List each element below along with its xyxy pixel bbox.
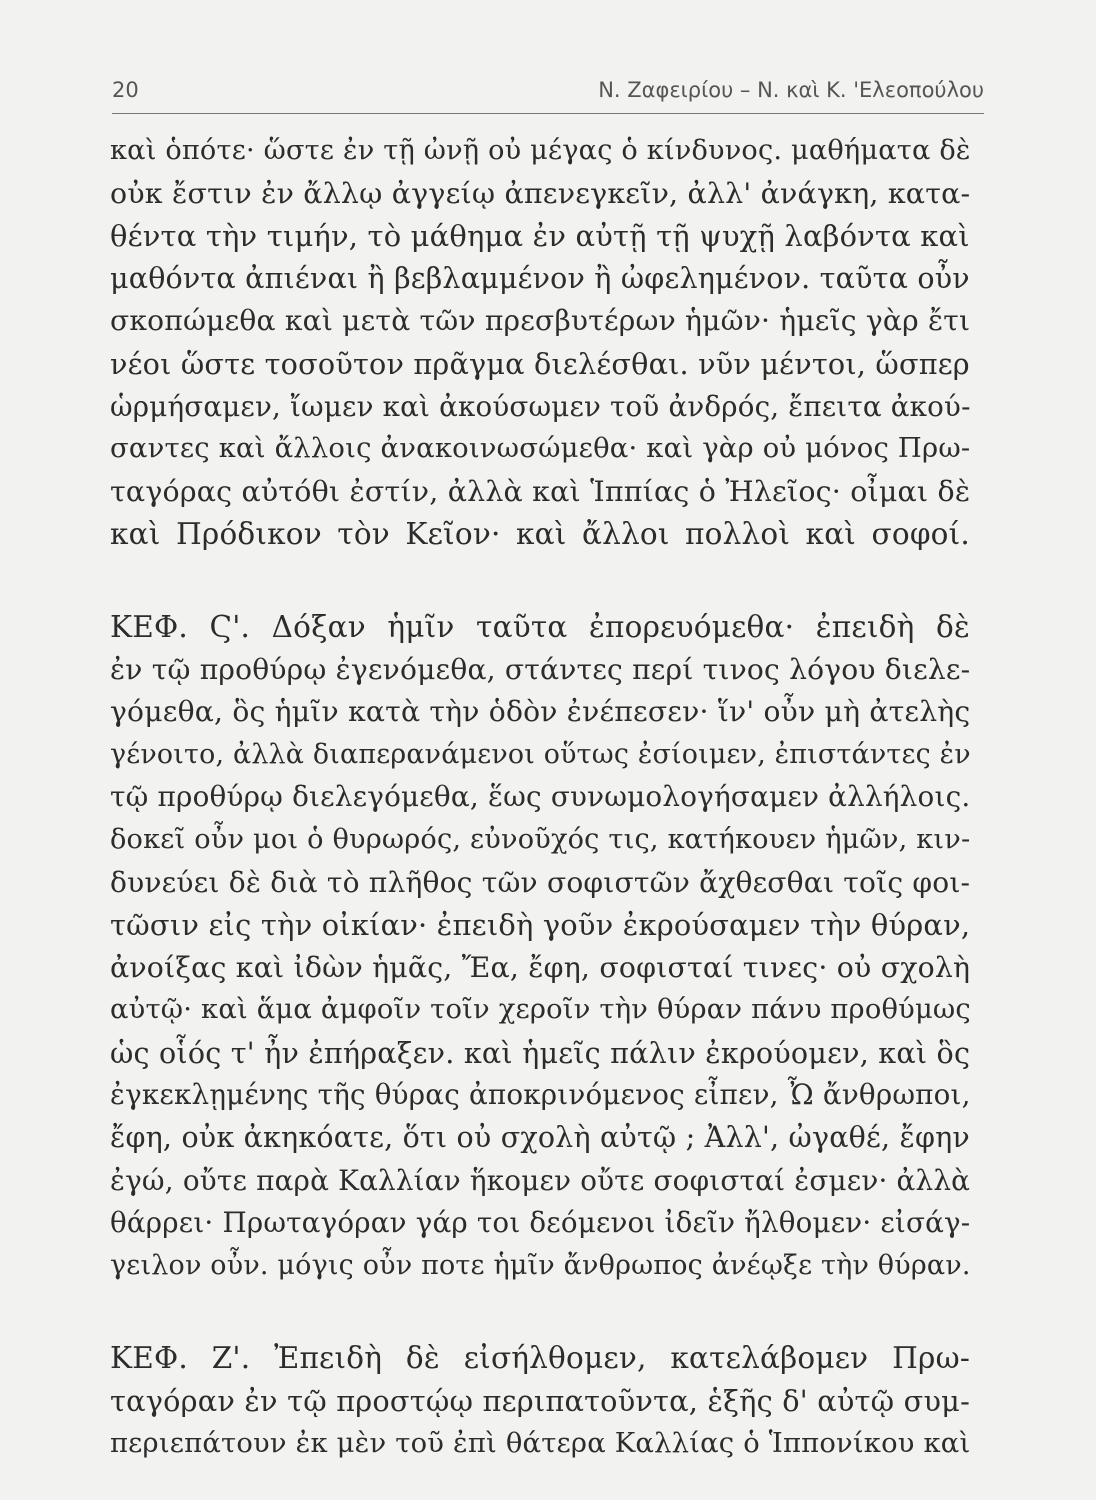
paragraph-gap — [110, 556, 970, 606]
text-line: τῶσιν εἰς τὴν οἰκίαν· ἐπειδὴ γοῦν ἐκρούσαμεν τὴν θύραν, — [110, 908, 971, 943]
text-line: δυνεύει δὲ διὰ τὸ πλῆθος τῶν σοφιστῶν ἄχθεσθαι τοῖς φοι- — [110, 865, 971, 899]
text-line: σαντες καὶ ἄλλοις ἀνακοινωσώμεθα· καὶ γὰρ οὐ μόνος Πρω- — [110, 433, 971, 465]
text-line: ἔφη, οὐκ ἀκηκόατε, ὅτι οὐ σχολὴ αὐτῷ ; Ἀλλ', ὠγαθέ, ἔφην — [110, 1121, 970, 1155]
text-line: γειλον οὖν. μόγις οὖν ποτε ἡμῖν ἄνθρωπος ἀνέῳξε τὴν θύραν. — [110, 1249, 971, 1281]
header-rule — [112, 113, 984, 114]
chapter-7-heading-line: ΚΕΦ. Ζ'. Ἐπειδὴ δὲ εἰσήλθομεν, κατελάβομεν Πρω- — [110, 1341, 970, 1376]
text-line: ἀνοίξας καὶ ἰδὼν ἡμᾶς, Ἔα, ἔφη, σοφισταί τινες· οὐ σχολὴ — [110, 950, 971, 984]
text-line: ἐγώ, οὔτε παρὰ Καλλίαν ἥκομεν οὔτε σοφισταί ἐσμεν· ἀλλὰ — [110, 1163, 971, 1197]
page-number: 20 — [112, 78, 139, 102]
text-line: ὡς οἷός τ' ἦν ἐπήραξεν. καὶ ἡμεῖς πάλιν ἐκρούομεν, καὶ ὃς — [110, 1035, 971, 1070]
text-line: ὡρμήσαμεν, ἴωμεν καὶ ἀκούσωμεν τοῦ ἀνδρός, ἔπειτα ἀκού- — [110, 389, 971, 423]
body-text — [110, 130, 970, 1465]
text-line: γόμεθα, ὃς ἡμῖν κατὰ τὴν ὁδὸν ἐνέπεσεν· ἵν' οὖν μὴ ἀτελὴς — [110, 695, 971, 729]
paragraph-3 — [110, 1337, 970, 1465]
text-line: ἐγκεκλῃμένης τῆς θύρας ἀποκρινόμενος εἶπεν, Ὦ ἄνθρωποι, — [110, 1078, 971, 1112]
text-line: μαθόντα ἀπιέναι ἢ βεβλαμμένον ἢ ὠφελημένον. ταῦτα οὖν — [110, 261, 970, 295]
text-line: οὐκ ἔστιν ἐν ἄλλῳ ἀγγείῳ ἀπενεγκεῖν, ἀλλ' ἀνάγκη, κατα- — [110, 176, 971, 210]
paragraph-1 — [110, 130, 970, 556]
text-line: θέντα τὴν τιμήν, τὸ μάθημα ἐν αὐτῇ τῇ ψυχῇ λαβόντα καὶ — [110, 219, 970, 254]
text-line: ταγόραν ἐν τῷ προστῴῳ περιπατοῦντα, ἑξῆς δ' αὐτῷ συμ- — [110, 1384, 971, 1419]
text-line: θάρρει· Πρωταγόραν γάρ τοι δεόμενοι ἰδεῖν ἤλθομεν· εἰσάγ- — [110, 1206, 971, 1240]
text-line: καὶ ὁπότε· ὥστε ἐν τῇ ὠνῇ οὐ μέγας ὁ κίνδυνος. μαθήματα δὲ — [110, 135, 971, 166]
text-line: νέοι ὥστε τοσοῦτον πρᾶγμα διελέσθαι. νῦν μέντοι, ὥσπερ — [110, 346, 970, 381]
chapter-6-heading-line: ΚΕΦ. Ϛ'. Δόξαν ἡμῖν ταῦτα ἐπορευόμεθα· ἐπειδὴ δὲ — [110, 609, 970, 644]
text-line: ἐν τῷ προθύρῳ ἐγενόμεθα, στάντες περί τινος λόγου διελε- — [110, 652, 971, 686]
text-line: δοκεῖ οὖν μοι ὁ θυρωρός, εὐνοῦχός τις, κατήκουεν ἡμῶν, κιν- — [110, 823, 971, 855]
text-line: αὐτῷ· καὶ ἅμα ἀμφοῖν τοῖν χεροῖν τὴν θύραν πάνυ προθύμως — [110, 994, 971, 1026]
paragraph-2 — [110, 606, 970, 1288]
paragraph-gap — [110, 1287, 970, 1337]
text-line: ταγόρας αὐτόθι ἐστίν, ἀλλὰ καὶ Ἱππίας ὁ Ἠλεῖος· οἶμαι δὲ — [110, 474, 971, 508]
text-line: περιεπάτουν ἐκ μὲν τοῦ ἐπὶ θάτερα Καλλίας ὁ Ἱππονίκου καὶ — [110, 1427, 971, 1459]
text-line: σκοπώμεθα καὶ μετὰ τῶν πρεσβυτέρων ἡμῶν· ἡμεῖς γὰρ ἔτι — [110, 304, 971, 338]
text-line: γένοιτο, ἀλλὰ διαπερανάμενοι οὕτως ἐσίοιμεν, ἐπιστάντες ἐν — [110, 738, 971, 770]
page-header — [112, 78, 984, 112]
text-line: καὶ Πρόδικον τὸν Κεῖον· καὶ ἄλλοι πολλοὶ καὶ σοφοί. — [110, 517, 970, 552]
text-line: τῷ προθύρῳ διελεγόμεθα, ἕως συνωμολογήσαμεν ἀλλήλοις. — [110, 780, 971, 814]
running-head: Ν. Ζαφειρίου – Ν. καὶ Κ. 'Ελεοπούλου — [598, 78, 984, 102]
